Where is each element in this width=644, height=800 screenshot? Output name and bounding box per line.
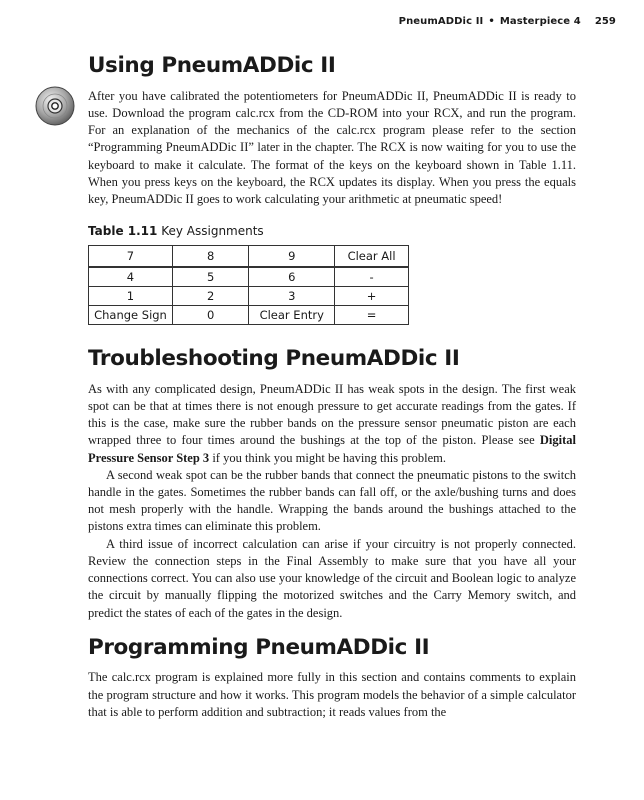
- running-head-book: PneumADDic II: [398, 16, 484, 27]
- troubleshooting-p1-text: As with any complicated design, PneumADDic II has weak spots in the design. The first weak spot can be that at times there is not enough pressure to get accurate readings from the gates. If this is the case, make sure the rubber bands on the pressure sensor pneumatic piston are each wrapped three to four times around the bushings at the top of the piston. Please see: [88, 381, 576, 448]
- running-head: [399, 16, 616, 27]
- table-row: [89, 306, 409, 325]
- running-head-chapter: Masterpiece 4: [499, 16, 581, 27]
- table-caption-title: Key Assignments: [161, 224, 264, 239]
- cross-reference-link: Digital Pressure Sensor Step 3: [88, 433, 576, 465]
- page-number: 259: [594, 16, 616, 27]
- troubleshooting-paragraph-1: [88, 381, 576, 467]
- table-cell: 9: [249, 246, 335, 268]
- table-caption-number: Table 1.11: [88, 224, 158, 239]
- table-cell: 2: [172, 287, 248, 306]
- table-cell: 0: [172, 306, 248, 325]
- cd-rom-icon: [35, 86, 75, 126]
- table-caption: [88, 224, 576, 238]
- table-cell: +: [335, 287, 409, 306]
- running-head-separator: •: [488, 16, 495, 27]
- section-heading-programming: Programming PneumADDic II: [88, 634, 430, 660]
- table-cell: 6: [249, 267, 335, 287]
- table-cell: Clear Entry: [249, 306, 335, 325]
- troubleshooting-paragraph-3: A third issue of incorrect calculation can arise if your circuitry is not properly connected. Review the connection steps in the Final Assembly to make sure that you have all your connections correct. You can also use your knowledge of the circuit and Boolean logic to analyze the circuit by manually flipping the motorized switches and the Carry Memory switch, and predict the states of each of the gates in the design.: [88, 536, 576, 620]
- table-cell: 4: [89, 267, 173, 287]
- table-row: [89, 287, 409, 306]
- section-heading-using: Using PneumADDic II: [88, 53, 336, 78]
- table-cell: 8: [172, 246, 248, 268]
- table-cell: 5: [172, 267, 248, 287]
- page-content: [88, 54, 576, 721]
- troubleshooting-p1-text-end: if you think you might be having this problem.: [209, 450, 446, 465]
- troubleshooting-paragraph-2: A second weak spot can be the rubber bands that connect the pneumatic pistons to the switch handle in the gates. Sometimes the rubber bands can fall off, or the axle/bushing turns and does not mesh properly with the handle. Wrapping the bands around the bushings attached to the pistons extra times can eliminate this problem.: [88, 467, 576, 534]
- table-cell: Change Sign: [89, 306, 173, 325]
- table-cell: 1: [89, 287, 173, 306]
- table-cell: -: [335, 267, 409, 287]
- table-cell: Clear All: [335, 246, 409, 268]
- table-cell: 7: [89, 246, 173, 268]
- programming-paragraph: The calc.rcx program is explained more fully in this section and contains comments to explain the program structure and how it works. This program models the behavior of a simple calculator that is able to perform addition and subtraction; it reads values from the: [88, 670, 576, 719]
- table-row: [89, 267, 409, 287]
- using-paragraph: After you have calibrated the potentiometers for PneumADDic II, PneumADDic II is ready to use. Download the program calc.rcx from the CD-ROM into your RCX, and run the program. For an explanation of the mechanics of the calc.rcx program please refer to the section “Programming PneumADDic II” later in the chapter. The RCX is now waiting for you to use the keyboard to make it calculate. The format of the keys on the keyboard shown in Table 1.11. When you press keys on the keyboard, the RCX updates its display. When you press the equals key, PneumADDic II goes to work calculating your arithmetic at pneumatic speed!: [88, 88, 576, 206]
- table-cell: 3: [249, 287, 335, 306]
- section-heading-troubleshooting: Troubleshooting PneumADDic II: [88, 346, 460, 372]
- table-row: [89, 246, 409, 268]
- key-assignments-table: [88, 245, 409, 325]
- table-cell: =: [335, 306, 409, 325]
